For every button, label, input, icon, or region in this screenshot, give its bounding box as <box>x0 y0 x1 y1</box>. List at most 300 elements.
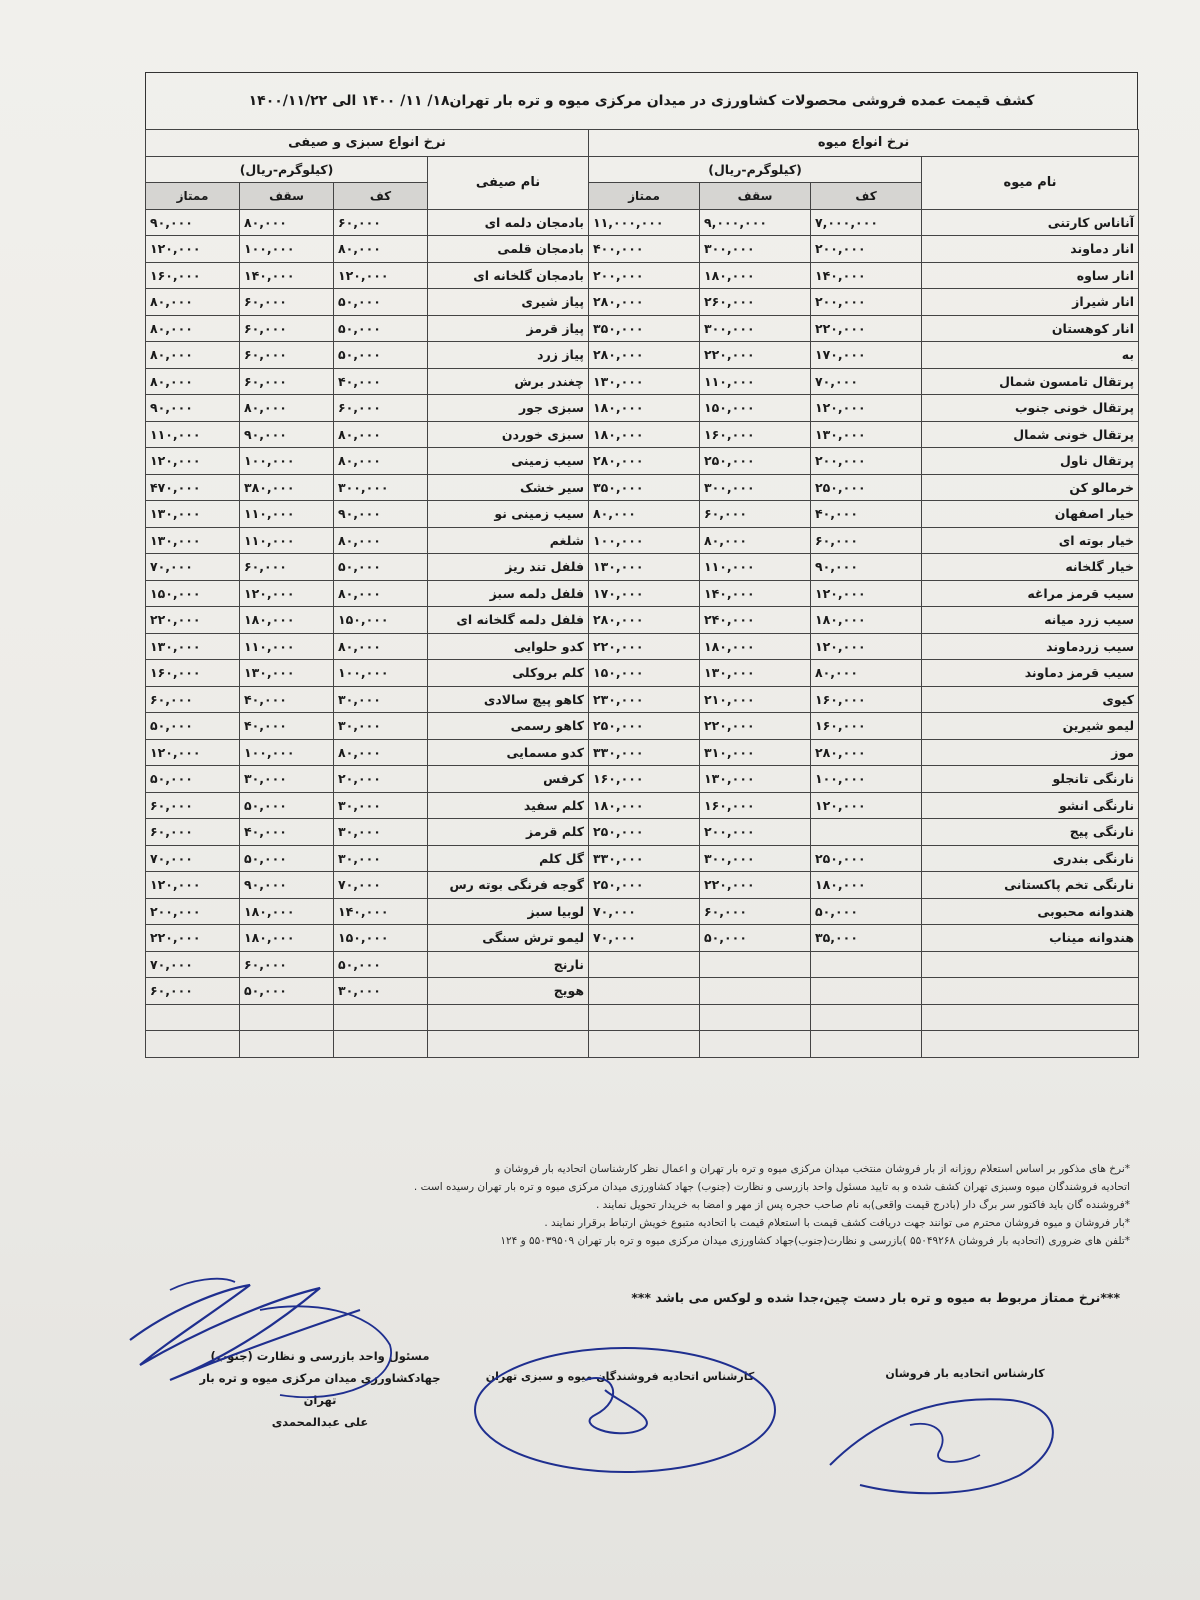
fruit-name-cell: پرتقال ناول <box>922 448 1139 475</box>
document-title: کشف قیمت عمده فروشی محصولات کشاورزی در میدان مرکزی میوه و تره بار تهران۱۸/ ۱۱/ ۱۴۰۰ الی ۱۴۰۰/۱۱/۲۲ <box>145 72 1138 130</box>
veg-name-cell: هویج <box>428 978 589 1005</box>
table-row <box>146 845 1139 872</box>
fruit-name-cell <box>922 1004 1139 1031</box>
veg-max-price: ۶۰,۰۰۰ <box>240 554 334 581</box>
veg-premium-price: ۷۰,۰۰۰ <box>146 845 240 872</box>
veg-min-price: ۵۰,۰۰۰ <box>334 951 428 978</box>
fruit-max-price: ۲۴۰,۰۰۰ <box>700 607 811 634</box>
veg-min-price: ۸۰,۰۰۰ <box>334 527 428 554</box>
veg-min-price: ۵۰,۰۰۰ <box>334 315 428 342</box>
veg-name-cell: چغندر برش <box>428 368 589 395</box>
table-row <box>146 819 1139 846</box>
veg-name-cell: سیب زمینی <box>428 448 589 475</box>
veg-min-price: ۴۰,۰۰۰ <box>334 368 428 395</box>
table-row <box>146 898 1139 925</box>
veg-premium-price: ۴۷۰,۰۰۰ <box>146 474 240 501</box>
veg-premium-price: ۶۰,۰۰۰ <box>146 819 240 846</box>
fruit-max-price: ۲۵۰,۰۰۰ <box>700 448 811 475</box>
table-row <box>146 1031 1139 1058</box>
veg-min-price: ۳۰,۰۰۰ <box>334 686 428 713</box>
fruit-max-price: ۱۱۰,۰۰۰ <box>700 368 811 395</box>
veg-max-price: ۱۰۰,۰۰۰ <box>240 739 334 766</box>
fruit-min-price <box>811 1004 922 1031</box>
fruit-min-price: ۵۰,۰۰۰ <box>811 898 922 925</box>
fruit-min-price: ۱۶۰,۰۰۰ <box>811 713 922 740</box>
veg-premium-price: ۱۳۰,۰۰۰ <box>146 633 240 660</box>
veg-name-cell: گوجه فرنگی بوته رس <box>428 872 589 899</box>
fruit-premium-price: ۸۰,۰۰۰ <box>589 501 700 528</box>
veg-min-price: ۵۰,۰۰۰ <box>334 289 428 316</box>
footnotes <box>130 1160 1130 1250</box>
fruit-name-header: نام میوه <box>922 156 1139 209</box>
fruit-max-price: ۱۸۰,۰۰۰ <box>700 262 811 289</box>
fruit-name-cell: سیب قرمز مراغه <box>922 580 1139 607</box>
fruit-unit-header: (کیلوگرم-ریال) <box>589 156 922 183</box>
veg-min-price: ۵۰,۰۰۰ <box>334 342 428 369</box>
veg-name-cell: کدو مسمایی <box>428 739 589 766</box>
fruit-name-cell: نارنگی تانجلو <box>922 766 1139 793</box>
fruit-max-price: ۲۲۰,۰۰۰ <box>700 342 811 369</box>
veg-name-cell: پیاز زرد <box>428 342 589 369</box>
fruit-max-price <box>700 978 811 1005</box>
fruit-min-price <box>811 951 922 978</box>
fruit-min-price: ۱۰۰,۰۰۰ <box>811 766 922 793</box>
fruit-min-price: ۴۰,۰۰۰ <box>811 501 922 528</box>
veg-min-price: ۲۰,۰۰۰ <box>334 766 428 793</box>
veg-max-price <box>240 1004 334 1031</box>
veg-min-price <box>334 1031 428 1058</box>
fruit-name-cell: پرتقال تامسون شمال <box>922 368 1139 395</box>
veg-premium-price: ۹۰,۰۰۰ <box>146 395 240 422</box>
fruit-name-cell: نارنگی انشو <box>922 792 1139 819</box>
fruit-min-price: ۲۸۰,۰۰۰ <box>811 739 922 766</box>
price-table <box>145 129 1139 1058</box>
fruit-name-cell <box>922 951 1139 978</box>
fruit-premium-price: ۲۸۰,۰۰۰ <box>589 607 700 634</box>
fruit-max-price <box>700 1031 811 1058</box>
veg-min-price: ۱۲۰,۰۰۰ <box>334 262 428 289</box>
veg-name-cell <box>428 1004 589 1031</box>
veg-min-price: ۳۰,۰۰۰ <box>334 978 428 1005</box>
veg-max-price: ۳۸۰,۰۰۰ <box>240 474 334 501</box>
veg-name-cell: سیر خشک <box>428 474 589 501</box>
fruit-min-price: ۱۳۰,۰۰۰ <box>811 421 922 448</box>
fruit-min-price <box>811 819 922 846</box>
fruit-max-price: ۱۴۰,۰۰۰ <box>700 580 811 607</box>
veg-min-price: ۸۰,۰۰۰ <box>334 633 428 660</box>
veg-min-price: ۶۰,۰۰۰ <box>334 395 428 422</box>
table-row <box>146 421 1139 448</box>
footnote: *بار فروشان و میوه فروشان محترم می توانند جهت دریافت کشف قیمت با استعلام قیمت با اتحادیه متبوع خویش ارتباط برقرار نمایند . <box>544 1217 1130 1229</box>
fruit-name-cell: خیار اصفهان <box>922 501 1139 528</box>
veg-name-cell: لوبیا سبز <box>428 898 589 925</box>
fruit-min-price: ۲۰۰,۰۰۰ <box>811 289 922 316</box>
veg-premium-price: ۵۰,۰۰۰ <box>146 713 240 740</box>
table-row <box>146 686 1139 713</box>
veg-name-cell: سیب زمینی نو <box>428 501 589 528</box>
fruit-max-price: ۲۰۰,۰۰۰ <box>700 819 811 846</box>
fruit-max-price: ۱۶۰,۰۰۰ <box>700 792 811 819</box>
veg-premium-header: ممتاز <box>146 183 240 210</box>
veg-max-price: ۹۰,۰۰۰ <box>240 421 334 448</box>
veg-max-price: ۵۰,۰۰۰ <box>240 845 334 872</box>
fruit-max-price: ۸۰,۰۰۰ <box>700 527 811 554</box>
veg-name-cell: گل کلم <box>428 845 589 872</box>
veg-min-price: ۱۵۰,۰۰۰ <box>334 607 428 634</box>
fruit-max-header: سقف <box>700 183 811 210</box>
price-table-body <box>146 209 1139 1057</box>
veg-max-header: سقف <box>240 183 334 210</box>
table-row <box>146 713 1139 740</box>
veg-name-cell <box>428 1031 589 1058</box>
fruit-min-price: ۱۴۰,۰۰۰ <box>811 262 922 289</box>
signature-block-inspection <box>190 1345 450 1433</box>
veg-max-price: ۸۰,۰۰۰ <box>240 209 334 236</box>
veg-name-cell: بادمجان قلمی <box>428 236 589 263</box>
fruit-name-cell: نارنگی تخم پاکستانی <box>922 872 1139 899</box>
fruit-premium-price: ۲۵۰,۰۰۰ <box>589 713 700 740</box>
fruit-name-cell: انار ساوه <box>922 262 1139 289</box>
fruit-name-cell: نارنگی بندری <box>922 845 1139 872</box>
veg-max-price: ۱۲۰,۰۰۰ <box>240 580 334 607</box>
veg-max-price: ۱۱۰,۰۰۰ <box>240 633 334 660</box>
fruit-min-price: ۲۲۰,۰۰۰ <box>811 315 922 342</box>
veg-name-cell: پیاز شیری <box>428 289 589 316</box>
veg-name-cell: شلغم <box>428 527 589 554</box>
veg-max-price: ۱۰۰,۰۰۰ <box>240 236 334 263</box>
veg-name-cell: لیمو ترش سنگی <box>428 925 589 952</box>
signature-block-wholesalers: کارشناس اتحادیه بار فروشان <box>885 1367 1045 1380</box>
veg-premium-price: ۱۶۰,۰۰۰ <box>146 660 240 687</box>
fruit-max-price: ۳۰۰,۰۰۰ <box>700 236 811 263</box>
veg-premium-price: ۱۲۰,۰۰۰ <box>146 872 240 899</box>
veg-min-price: ۱۰۰,۰۰۰ <box>334 660 428 687</box>
table-row <box>146 368 1139 395</box>
fruit-max-price: ۱۳۰,۰۰۰ <box>700 766 811 793</box>
veg-name-cell: کدو حلوایی <box>428 633 589 660</box>
veg-min-price: ۷۰,۰۰۰ <box>334 872 428 899</box>
table-row <box>146 925 1139 952</box>
table-row <box>146 633 1139 660</box>
table-row <box>146 448 1139 475</box>
fruit-min-price: ۱۸۰,۰۰۰ <box>811 607 922 634</box>
fruit-group-header: نرخ انواع میوه <box>589 130 1139 157</box>
fruit-premium-price: ۱۰۰,۰۰۰ <box>589 527 700 554</box>
veg-min-price: ۳۰,۰۰۰ <box>334 713 428 740</box>
fruit-name-cell: پرتقال خونی جنوب <box>922 395 1139 422</box>
veg-premium-price: ۱۲۰,۰۰۰ <box>146 739 240 766</box>
fruit-premium-price: ۷۰,۰۰۰ <box>589 898 700 925</box>
veg-name-cell: بادمجان دلمه ای <box>428 209 589 236</box>
fruit-premium-price <box>589 1004 700 1031</box>
fruit-name-cell: پرتقال خونی شمال <box>922 421 1139 448</box>
veg-premium-price: ۸۰,۰۰۰ <box>146 289 240 316</box>
fruit-premium-price: ۱۳۰,۰۰۰ <box>589 554 700 581</box>
fruit-premium-price: ۱۸۰,۰۰۰ <box>589 792 700 819</box>
veg-min-price: ۸۰,۰۰۰ <box>334 448 428 475</box>
veg-min-price: ۳۰,۰۰۰ <box>334 819 428 846</box>
veg-premium-price: ۱۱۰,۰۰۰ <box>146 421 240 448</box>
veg-max-price: ۱۸۰,۰۰۰ <box>240 898 334 925</box>
fruit-max-price: ۱۱۰,۰۰۰ <box>700 554 811 581</box>
veg-name-cell: سبزی خوردن <box>428 421 589 448</box>
veg-min-price: ۵۰,۰۰۰ <box>334 554 428 581</box>
veg-min-header: کف <box>334 183 428 210</box>
fruit-premium-price: ۳۳۰,۰۰۰ <box>589 739 700 766</box>
veg-min-price <box>334 1004 428 1031</box>
footnote: *نرخ های مذکور بر اساس استعلام روزانه از بار فروشان منتخب میدان مرکزی میوه و تره بار تهران و اعمال نظر کارشناسان اتحادیه بار فروشان و <box>495 1163 1130 1175</box>
fruit-name-cell: هندوانه محبوبی <box>922 898 1139 925</box>
table-row <box>146 236 1139 263</box>
fruit-min-price: ۶۰,۰۰۰ <box>811 527 922 554</box>
fruit-max-price: ۳۰۰,۰۰۰ <box>700 474 811 501</box>
veg-premium-price: ۹۰,۰۰۰ <box>146 209 240 236</box>
fruit-name-cell: سیب قرمز دماوند <box>922 660 1139 687</box>
signer-org: جهادکشاورزی میدان مرکزی میوه و تره بار تهران <box>199 1371 441 1407</box>
veg-name-cell: سبزی جور <box>428 395 589 422</box>
veg-max-price: ۱۰۰,۰۰۰ <box>240 448 334 475</box>
fruit-min-price <box>811 1031 922 1058</box>
veg-premium-price: ۱۳۰,۰۰۰ <box>146 527 240 554</box>
fruit-max-price: ۳۰۰,۰۰۰ <box>700 315 811 342</box>
fruit-max-price: ۱۵۰,۰۰۰ <box>700 395 811 422</box>
handwritten-signature-right <box>820 1365 1100 1505</box>
veg-premium-price: ۲۲۰,۰۰۰ <box>146 925 240 952</box>
table-row <box>146 395 1139 422</box>
table-row <box>146 209 1139 236</box>
veg-premium-price: ۶۰,۰۰۰ <box>146 792 240 819</box>
fruit-premium-price: ۲۵۰,۰۰۰ <box>589 819 700 846</box>
fruit-name-cell: خیار گلخانه <box>922 554 1139 581</box>
veg-max-price: ۱۱۰,۰۰۰ <box>240 527 334 554</box>
veg-max-price: ۵۰,۰۰۰ <box>240 978 334 1005</box>
table-row <box>146 501 1139 528</box>
veg-name-cell: کلم سفید <box>428 792 589 819</box>
fruit-premium-price: ۲۸۰,۰۰۰ <box>589 342 700 369</box>
fruit-name-cell <box>922 978 1139 1005</box>
fruit-premium-price <box>589 951 700 978</box>
fruit-max-price: ۹,۰۰۰,۰۰۰ <box>700 209 811 236</box>
veg-max-price: ۴۰,۰۰۰ <box>240 713 334 740</box>
veg-min-price: ۶۰,۰۰۰ <box>334 209 428 236</box>
table-row <box>146 872 1139 899</box>
veg-max-price: ۶۰,۰۰۰ <box>240 342 334 369</box>
fruit-name-cell: انار کوهستان <box>922 315 1139 342</box>
fruit-max-price <box>700 951 811 978</box>
fruit-min-price: ۲۵۰,۰۰۰ <box>811 474 922 501</box>
fruit-premium-price: ۱۸۰,۰۰۰ <box>589 395 700 422</box>
fruit-min-price: ۱۶۰,۰۰۰ <box>811 686 922 713</box>
fruit-name-cell: موز <box>922 739 1139 766</box>
veg-max-price: ۳۰,۰۰۰ <box>240 766 334 793</box>
veg-min-price: ۹۰,۰۰۰ <box>334 501 428 528</box>
veg-premium-price: ۲۰۰,۰۰۰ <box>146 898 240 925</box>
table-row <box>146 554 1139 581</box>
premium-note: ***نرخ ممتاز مربوط به میوه و تره بار دست چین،جدا شده و لوکس می باشد *** <box>631 1290 1120 1305</box>
table-row <box>146 1004 1139 1031</box>
table-row <box>146 607 1139 634</box>
veg-max-price: ۴۰,۰۰۰ <box>240 686 334 713</box>
fruit-max-price: ۱۶۰,۰۰۰ <box>700 421 811 448</box>
fruit-premium-price: ۱۳۰,۰۰۰ <box>589 368 700 395</box>
veg-premium-price <box>146 1031 240 1058</box>
fruit-premium-price: ۷۰,۰۰۰ <box>589 925 700 952</box>
fruit-max-price <box>700 1004 811 1031</box>
veg-name-cell: کرفس <box>428 766 589 793</box>
veg-premium-price <box>146 1004 240 1031</box>
fruit-max-price: ۱۸۰,۰۰۰ <box>700 633 811 660</box>
veg-max-price: ۱۳۰,۰۰۰ <box>240 660 334 687</box>
fruit-min-price: ۱۲۰,۰۰۰ <box>811 395 922 422</box>
fruit-max-price: ۲۶۰,۰۰۰ <box>700 289 811 316</box>
fruit-name-cell: سیب زرد میانه <box>922 607 1139 634</box>
fruit-min-price: ۱۲۰,۰۰۰ <box>811 580 922 607</box>
fruit-min-price: ۱۷۰,۰۰۰ <box>811 342 922 369</box>
veg-min-price: ۸۰,۰۰۰ <box>334 236 428 263</box>
veg-max-price: ۸۰,۰۰۰ <box>240 395 334 422</box>
fruit-name-cell: انار دماوند <box>922 236 1139 263</box>
veg-min-price: ۱۴۰,۰۰۰ <box>334 898 428 925</box>
fruit-name-cell: نارنگی پیج <box>922 819 1139 846</box>
fruit-max-price: ۶۰,۰۰۰ <box>700 898 811 925</box>
fruit-name-cell: انار شیراز <box>922 289 1139 316</box>
handwritten-signature-middle <box>465 1340 795 1480</box>
veg-name-cell: کاهو پیچ سالادی <box>428 686 589 713</box>
fruit-name-cell: کیوی <box>922 686 1139 713</box>
fruit-premium-price <box>589 1031 700 1058</box>
veg-premium-price: ۲۲۰,۰۰۰ <box>146 607 240 634</box>
veg-name-cell: کلم بروکلی <box>428 660 589 687</box>
veg-max-price: ۱۴۰,۰۰۰ <box>240 262 334 289</box>
table-row <box>146 527 1139 554</box>
fruit-min-price: ۲۰۰,۰۰۰ <box>811 448 922 475</box>
signer-name: علی عبدالمحمدی <box>271 1415 369 1429</box>
veg-premium-price: ۶۰,۰۰۰ <box>146 978 240 1005</box>
veg-max-price: ۶۰,۰۰۰ <box>240 289 334 316</box>
veg-premium-price: ۸۰,۰۰۰ <box>146 315 240 342</box>
table-row <box>146 580 1139 607</box>
veg-max-price: ۶۰,۰۰۰ <box>240 315 334 342</box>
veg-max-price: ۹۰,۰۰۰ <box>240 872 334 899</box>
footnote: *تلفن های ضروری (اتحادیه بار فروشان ۵۵۰۴۹۲۶۸ )بازرسی و نظارت(جنوب)جهاد کشاورزی میدان مرکزی میوه و تره بار تهران ۵۵۰۳۹۵۰۹ و ۱۲۴ <box>500 1235 1130 1247</box>
fruit-premium-price: ۳۵۰,۰۰۰ <box>589 315 700 342</box>
veg-group-header: نرخ انواع سبزی و صیفی <box>146 130 589 157</box>
veg-min-price: ۳۰,۰۰۰ <box>334 845 428 872</box>
fruit-max-price: ۲۲۰,۰۰۰ <box>700 713 811 740</box>
veg-min-price: ۱۵۰,۰۰۰ <box>334 925 428 952</box>
veg-premium-price: ۱۶۰,۰۰۰ <box>146 262 240 289</box>
fruit-max-price: ۳۰۰,۰۰۰ <box>700 845 811 872</box>
table-row <box>146 766 1139 793</box>
signer-title: مسئول واحد بازرسی و نظارت (جنوب) <box>210 1349 430 1363</box>
veg-name-cell: فلفل دلمه گلخانه ای <box>428 607 589 634</box>
fruit-premium-price: ۳۵۰,۰۰۰ <box>589 474 700 501</box>
veg-premium-price: ۷۰,۰۰۰ <box>146 951 240 978</box>
table-row <box>146 262 1139 289</box>
footnote: اتحادیه فروشندگان میوه وسبزی تهران کشف شده و به تایید مسئول واحد بازرسی و نظارت (جنوب) جهاد کشاورزی میدان مرکزی میوه و تره بار تهران رسیده است . <box>413 1181 1130 1193</box>
fruit-premium-header: ممتاز <box>589 183 700 210</box>
fruit-max-price: ۲۲۰,۰۰۰ <box>700 872 811 899</box>
veg-max-price: ۴۰,۰۰۰ <box>240 819 334 846</box>
veg-premium-price: ۸۰,۰۰۰ <box>146 368 240 395</box>
veg-max-price <box>240 1031 334 1058</box>
veg-name-cell: فلفل دلمه سبز <box>428 580 589 607</box>
fruit-premium-price: ۱۸۰,۰۰۰ <box>589 421 700 448</box>
fruit-premium-price: ۴۰۰,۰۰۰ <box>589 236 700 263</box>
veg-premium-price: ۱۲۰,۰۰۰ <box>146 448 240 475</box>
fruit-name-cell: سیب زردماوند <box>922 633 1139 660</box>
fruit-name-cell: به <box>922 342 1139 369</box>
veg-premium-price: ۱۳۰,۰۰۰ <box>146 501 240 528</box>
fruit-max-price: ۶۰,۰۰۰ <box>700 501 811 528</box>
fruit-min-price: ۳۵,۰۰۰ <box>811 925 922 952</box>
fruit-name-cell: خیار بوته ای <box>922 527 1139 554</box>
fruit-premium-price: ۲۸۰,۰۰۰ <box>589 289 700 316</box>
veg-min-price: ۳۰۰,۰۰۰ <box>334 474 428 501</box>
veg-max-price: ۶۰,۰۰۰ <box>240 368 334 395</box>
fruit-name-cell: خرمالو کن <box>922 474 1139 501</box>
veg-max-price: ۱۱۰,۰۰۰ <box>240 501 334 528</box>
fruit-min-price: ۸۰,۰۰۰ <box>811 660 922 687</box>
fruit-min-price: ۱۸۰,۰۰۰ <box>811 872 922 899</box>
table-row <box>146 978 1139 1005</box>
table-row <box>146 660 1139 687</box>
fruit-min-price <box>811 978 922 1005</box>
veg-min-price: ۸۰,۰۰۰ <box>334 739 428 766</box>
fruit-name-cell: لیمو شیرین <box>922 713 1139 740</box>
veg-premium-price: ۸۰,۰۰۰ <box>146 342 240 369</box>
veg-name-cell: فلفل تند ریز <box>428 554 589 581</box>
veg-premium-price: ۶۰,۰۰۰ <box>146 686 240 713</box>
veg-max-price: ۱۸۰,۰۰۰ <box>240 607 334 634</box>
fruit-premium-price: ۲۲۰,۰۰۰ <box>589 633 700 660</box>
fruit-premium-price: ۲۰۰,۰۰۰ <box>589 262 700 289</box>
veg-min-price: ۳۰,۰۰۰ <box>334 792 428 819</box>
fruit-premium-price: ۲۸۰,۰۰۰ <box>589 448 700 475</box>
table-row <box>146 951 1139 978</box>
fruit-max-price: ۱۳۰,۰۰۰ <box>700 660 811 687</box>
fruit-min-header: کف <box>811 183 922 210</box>
veg-premium-price: ۵۰,۰۰۰ <box>146 766 240 793</box>
table-row <box>146 739 1139 766</box>
veg-name-cell: پیاز قرمز <box>428 315 589 342</box>
fruit-min-price: ۲۵۰,۰۰۰ <box>811 845 922 872</box>
fruit-min-price: ۲۰۰,۰۰۰ <box>811 236 922 263</box>
veg-max-price: ۵۰,۰۰۰ <box>240 792 334 819</box>
fruit-name-cell <box>922 1031 1139 1058</box>
fruit-premium-price: ۱۷۰,۰۰۰ <box>589 580 700 607</box>
veg-name-cell: بادمجان گلخانه ای <box>428 262 589 289</box>
table-row <box>146 289 1139 316</box>
footnote: *فروشنده گان باید فاکتور سر برگ دار (بادرج قیمت واقعی)به نام صاحب حجره پس از مهر و امضا به خریدار تحویل نمایند . <box>596 1199 1130 1211</box>
fruit-max-price: ۲۱۰,۰۰۰ <box>700 686 811 713</box>
veg-name-cell: کاهو رسمی <box>428 713 589 740</box>
veg-max-price: ۱۸۰,۰۰۰ <box>240 925 334 952</box>
fruit-min-price: ۷,۰۰۰,۰۰۰ <box>811 209 922 236</box>
fruit-name-cell: هندوانه میناب <box>922 925 1139 952</box>
table-row <box>146 342 1139 369</box>
fruit-min-price: ۱۲۰,۰۰۰ <box>811 792 922 819</box>
fruit-name-cell: آناناس کارتنی <box>922 209 1139 236</box>
fruit-premium-price <box>589 978 700 1005</box>
veg-name-header: نام صیفی <box>428 156 589 209</box>
veg-premium-price: ۱۵۰,۰۰۰ <box>146 580 240 607</box>
fruit-min-price: ۹۰,۰۰۰ <box>811 554 922 581</box>
veg-premium-price: ۱۲۰,۰۰۰ <box>146 236 240 263</box>
fruit-min-price: ۱۲۰,۰۰۰ <box>811 633 922 660</box>
veg-name-cell: کلم قرمز <box>428 819 589 846</box>
fruit-premium-price: ۲۳۰,۰۰۰ <box>589 686 700 713</box>
